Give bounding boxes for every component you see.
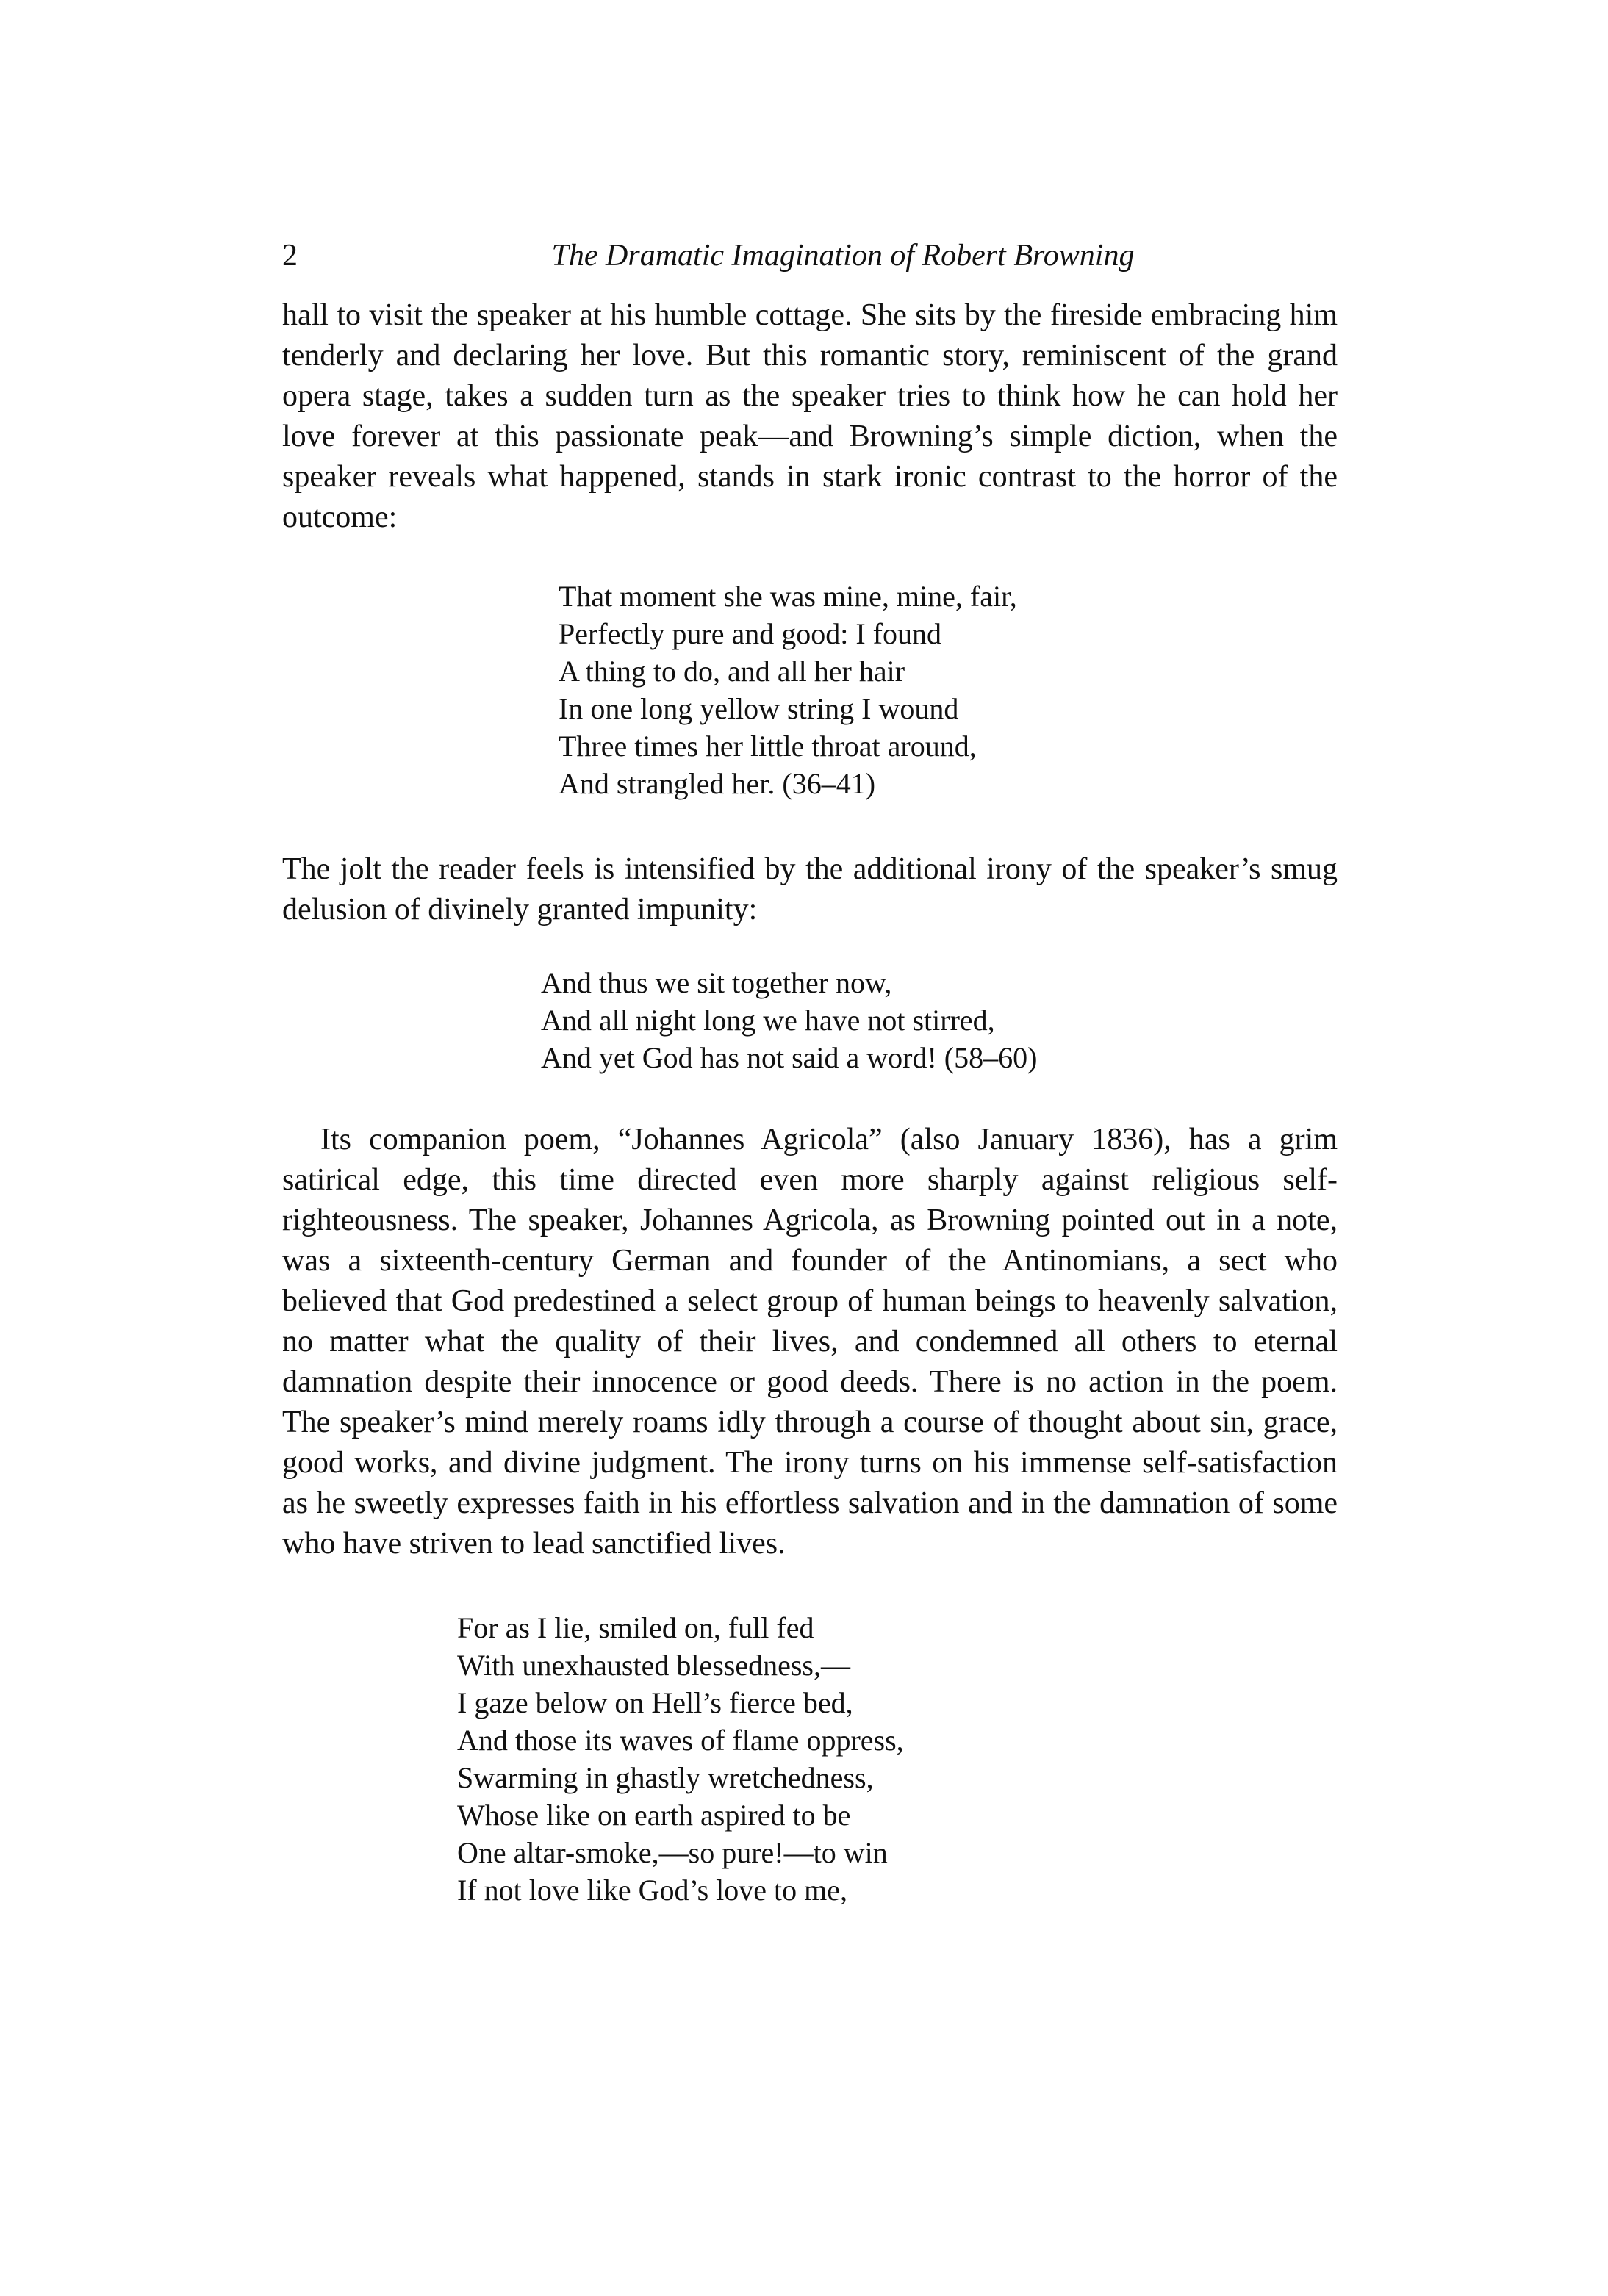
verse-line: In one long yellow string I wound [559, 692, 959, 725]
verse-line: A thing to do, and all her hair [559, 655, 905, 688]
verse-line: If not love like God’s love to me, [457, 1874, 848, 1907]
verse-quote-1 [559, 577, 1017, 802]
paragraph-1-text: hall to visit the speaker at his humble cottage. She sits by the fireside embracing him tenderly and declaring her love. But this romantic story, reminiscent of the grand opera stage, takes a sudden turn as the speaker tries to think how he can hold her love forever at this passionate peak—and Browning’s simple diction, when the speaker reveals what happened, stands in stark ironic contrast to the horror of the outcome: [282, 298, 1338, 534]
verse-line: Swarming in ghastly wretchedness, [457, 1761, 874, 1794]
verse-line: And thus we sit together now, [541, 966, 892, 999]
verse-line: I gaze below on Hell’s fierce bed, [457, 1686, 853, 1719]
paragraph-2 [282, 849, 1338, 930]
verse-quote-3 [457, 1609, 904, 1909]
verse-line: And those its waves of flame oppress, [457, 1724, 904, 1757]
verse-line: Perfectly pure and good: I found [559, 617, 941, 650]
verse-line: And all night long we have not stirred, [541, 1004, 995, 1037]
paragraph-3-text: Its companion poem, “Johannes Agricola” (also January 1836), has a grim satirical edge, this time directed even more sharply against religious self-righteousness. The speaker, Johannes Agricola, as Browning pointed out in a note, was a sixteenth-century German and founder of the Antinomians, a sect who believed that God predestined a select group of human beings to heavenly salvation, no matter what the quality of their lives, and condemned all others to eternal damnation despite their innocence or good deeds. There is no action in the poem. The speaker’s mind merely roams idly through a course of thought about sin, grace, good works, and divine judgment. The irony turns on his immense self-satisfaction as he sweetly expresses faith in his effortless salvation and in the damnation of some who have striven to lead sanctified lives. [282, 1123, 1338, 1561]
page-number: 2 [282, 239, 298, 273]
verse-line: Whose like on earth aspired to be [457, 1799, 851, 1832]
paragraph-2-text: The jolt the reader feels is intensified by the additional irony of the speaker’s smug delusion of divinely granted impunity: [282, 852, 1338, 926]
paragraph-3 [282, 1120, 1338, 1564]
verse-line: And yet God has not said a word! (58–60) [541, 1041, 1038, 1074]
paragraph-1 [282, 295, 1338, 538]
verse-line: One altar-smoke,—so pure!—to win [457, 1836, 888, 1869]
verse-line: For as I lie, smiled on, full fed [457, 1611, 814, 1644]
verse-line: Three times her little throat around, [559, 730, 977, 763]
verse-line: With unexhausted blessedness,— [457, 1649, 850, 1682]
verse-line: And strangled her. (36–41) [559, 767, 876, 800]
verse-line: That moment she was mine, mine, fair, [559, 580, 1017, 613]
running-head [282, 234, 1338, 278]
running-title: The Dramatic Imagination of Robert Browning [551, 239, 1135, 273]
verse-quote-2 [541, 964, 1037, 1076]
